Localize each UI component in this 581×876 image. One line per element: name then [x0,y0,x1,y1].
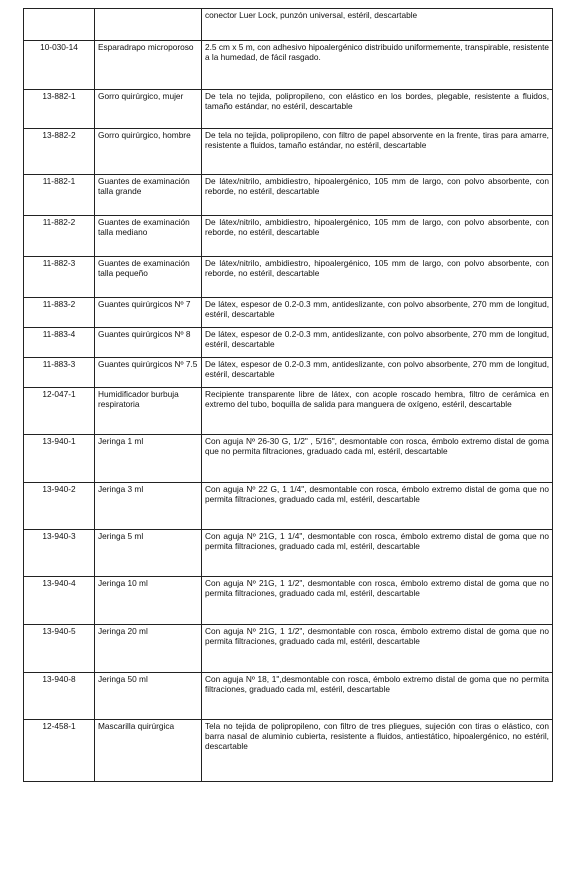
table-row [24,328,553,358]
item-description: Con aguja Nº 18, 1",desmontable con rosca, émbolo extremo distal de goma que no permita filtraciones, graduado cada ml, estéril, descartable [202,673,553,720]
item-name: Gorro quirúrgico, hombre [95,129,202,175]
table-row [24,530,553,577]
item-description: De látex/nitrilo, ambidiestro, hipoalergénico, 105 mm de largo, con polvo absorbente, con reborde, no estéril, descartable [202,216,553,257]
item-description: Con aguja Nº 26-30 G, 1/2" , 5/16", desmontable con rosca, émbolo extremo distal de goma que no permita filtraciones, graduado cada ml, estéril, descartable [202,435,553,483]
item-code [24,9,95,41]
table-row [24,9,553,41]
item-description: De látex/nitrilo, ambidiestro, hipoalergénico, 105 mm de largo, con polvo absorbente, con reborde, no estéril, descartable [202,175,553,216]
item-code: 13-940-3 [24,530,95,577]
item-code: 11-882-1 [24,175,95,216]
item-code: 13-940-8 [24,673,95,720]
item-description: De látex, espesor de 0.2-0.3 mm, antideslizante, con polvo absorbente, 270 mm de longitud, estéril, descartable [202,358,553,388]
item-name: Jeringa 5 ml [95,530,202,577]
item-code: 11-883-4 [24,328,95,358]
item-name: Humidificador burbuja respiratoria [95,388,202,435]
item-description: Con aguja Nº 21G, 1 1/2", desmontable con rosca, émbolo extremo distal de goma que no permita filtraciones, graduado cada ml, estéril, descartable [202,625,553,673]
item-code: 11-883-3 [24,358,95,388]
item-code: 10-030-14 [24,41,95,90]
item-description: De tela no tejida, polipropileno, con filtro de papel absorvente en la frente, tiras para amarre, resistente a fluidos, tamaño estándar, no estéril, descartable [202,129,553,175]
item-name: Jeringa 10 ml [95,577,202,625]
item-description: 2.5 cm x 5 m, con adhesivo hipoalergénico distribuido uniformemente, transpirable, resistente a la humedad, de fácil rasgado. [202,41,553,90]
table-row [24,577,553,625]
table-row [24,298,553,328]
item-name: Jeringa 1 ml [95,435,202,483]
table-row [24,720,553,782]
item-description: Con aguja Nº 21G, 1 1/4", desmontable con rosca, émbolo extremo distal de goma que no permita filtraciones, graduado cada ml, estéril, descartable [202,530,553,577]
item-name: Guantes de examinación talla pequeño [95,257,202,298]
item-description: Recipiente transparente libre de látex, con acople roscado hembra, filtro de cerámica en extremo del tubo, boquilla de salida para manguera de oxígeno, estéril, descartable [202,388,553,435]
item-name: Guantes quirúrgicos Nº 7.5 [95,358,202,388]
table-row [24,175,553,216]
table-row [24,625,553,673]
item-code: 13-882-2 [24,129,95,175]
item-code: 11-882-3 [24,257,95,298]
item-code: 12-047-1 [24,388,95,435]
item-name: Guantes de examinación talla mediano [95,216,202,257]
item-description: De tela no tejida, polipropileno, con elástico en los bordes, plegable, resistente a fluidos, tamaño estándar, no estéril, descartable [202,90,553,129]
item-description: Con aguja Nº 22 G, 1 1/4", desmontable con rosca, émbolo extremo distal de goma que no permita filtraciones, graduado cada ml, estéril, descartable [202,483,553,530]
item-code: 13-940-4 [24,577,95,625]
item-name [95,9,202,41]
item-description: Con aguja Nº 21G, 1 1/2", desmontable con rosca, émbolo extremo distal de goma que no permita filtraciones, graduado cada ml, estéril, descartable [202,577,553,625]
item-description: Tela no tejida de polipropileno, con filtro de tres pliegues, sujeción con tiras o elástico, con barra nasal de aluminio cubierta, resistente a fluidos, antiestático, hipoalergénico, no estéril, descartable [202,720,553,782]
spec-table-body [24,9,553,782]
table-row [24,90,553,129]
item-name: Guantes quirúrgicos Nº 8 [95,328,202,358]
item-code: 11-882-2 [24,216,95,257]
item-name: Gorro quirúrgico, mujer [95,90,202,129]
table-row [24,216,553,257]
table-row [24,388,553,435]
item-code: 13-940-2 [24,483,95,530]
table-row [24,483,553,530]
item-code: 13-882-1 [24,90,95,129]
item-name: Guantes de examinación talla grande [95,175,202,216]
item-description: De látex, espesor de 0.2-0.3 mm, antideslizante, con polvo absorbente, 270 mm de longitud, estéril, descartable [202,298,553,328]
table-row [24,435,553,483]
supplies-spec-table [23,8,553,782]
table-row [24,41,553,90]
item-code: 13-940-5 [24,625,95,673]
item-name: Jeringa 50 ml [95,673,202,720]
table-row [24,358,553,388]
item-name: Esparadrapo microporoso [95,41,202,90]
table-row [24,257,553,298]
item-description: De látex/nitrilo, ambidiestro, hipoalergénico, 105 mm de largo, con polvo absorbente, con reborde, no estéril, descartable [202,257,553,298]
item-name: Guantes quirúrgicos Nº 7 [95,298,202,328]
table-row [24,673,553,720]
item-name: Jeringa 3 ml [95,483,202,530]
item-description: De látex, espesor de 0.2-0.3 mm, antideslizante, con polvo absorbente, 270 mm de longitud, estéril, descartable [202,328,553,358]
item-name: Mascarilla quirúrgica [95,720,202,782]
item-name: Jeringa 20 ml [95,625,202,673]
item-code: 13-940-1 [24,435,95,483]
item-code: 11-883-2 [24,298,95,328]
table-row [24,129,553,175]
item-description: conector Luer Lock, punzón universal, estéril, descartable [202,9,553,41]
item-code: 12-458-1 [24,720,95,782]
